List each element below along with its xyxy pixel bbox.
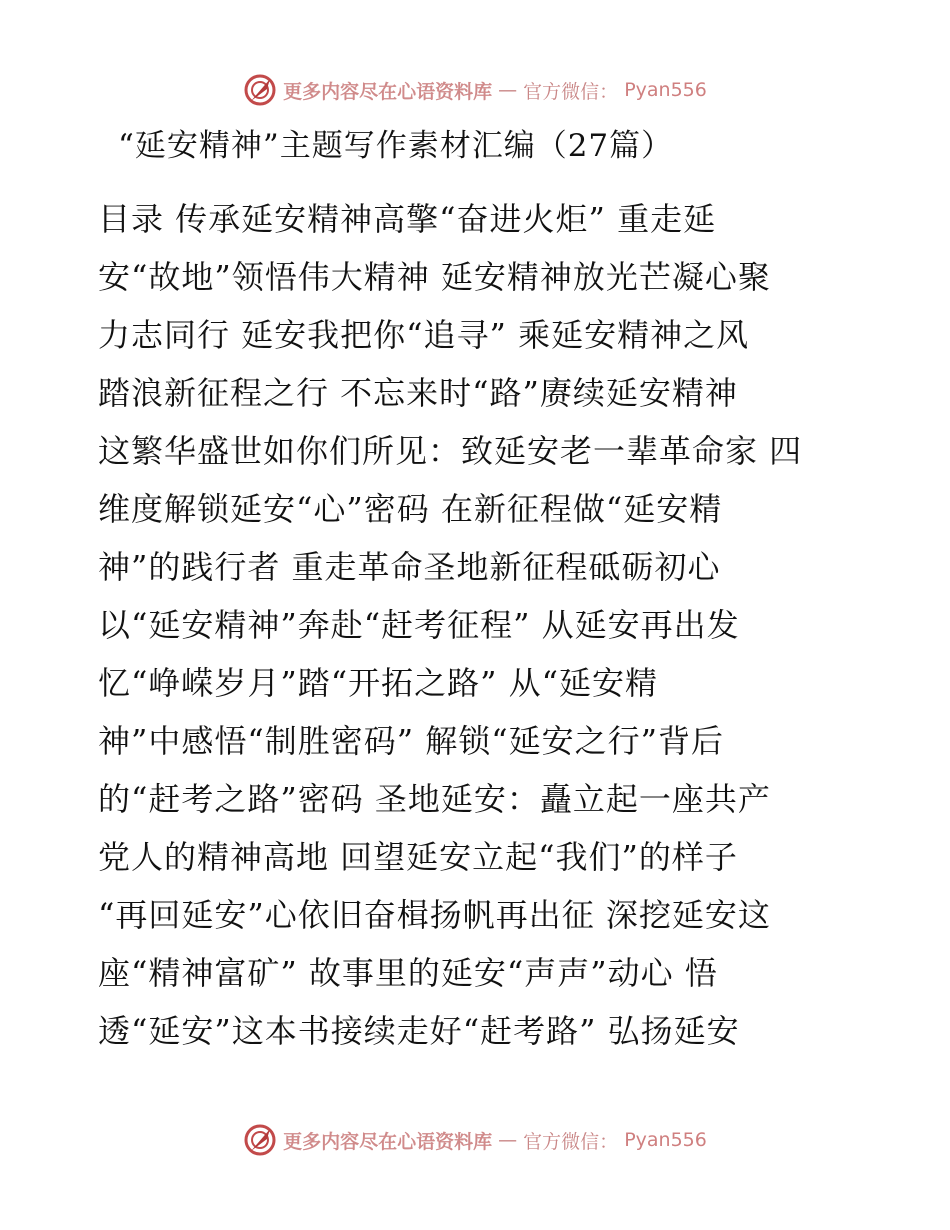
toc-line: 党人的精神高地 回望延安立起“我们”的样子 <box>98 838 738 876</box>
watermark-official-label: 官方微信： <box>523 80 619 103</box>
toc-line: 座“精神富矿” 故事里的延安“声声”动心 悟 <box>98 954 718 992</box>
quill-logo-icon <box>243 1123 277 1157</box>
toc-line: 力志同行 延安我把你“追寻” 乘延安精神之风 <box>98 316 750 354</box>
watermark-header <box>0 70 950 110</box>
toc-line: 目录 传承延安精神高擎“奋进火炬” 重走延 <box>98 200 717 238</box>
toc-line: “再回延安”心依旧奋楫扬帆再出征 深挖延安这 <box>98 896 771 934</box>
watermark-footer <box>0 1120 950 1160</box>
watermark-separator: — <box>498 1129 518 1151</box>
toc-line: 的“赶考之路”密码 圣地延安：矗立起一座共产 <box>98 780 771 818</box>
toc-line: 维度解锁延安“心”密码 在新征程做“延安精 <box>98 490 723 528</box>
table-of-contents <box>98 190 850 1060</box>
watermark-official-label: 官方微信： <box>523 1130 619 1153</box>
watermark-site-text: 更多内容尽在心语资料库 <box>283 1130 493 1153</box>
toc-line: 神”中感悟“制胜密码” 解锁“延安之行”背后 <box>98 722 724 760</box>
watermark-wechat-id: Pyan556 <box>624 79 707 101</box>
watermark-site-text: 更多内容尽在心语资料库 <box>283 80 493 103</box>
toc-line: 忆“峥嵘岁月”踏“开拓之路” 从“延安精 <box>98 664 658 702</box>
watermark-wechat-id: Pyan556 <box>624 1129 707 1151</box>
document-title: “延安精神”主题写作素材汇编（27篇） <box>118 128 674 164</box>
toc-line: 以“延安精神”奔赴“赶考征程” 从延安再出发 <box>98 606 740 644</box>
toc-line: 这繁华盛世如你们所见：致延安老一辈革命家 四 <box>98 432 803 470</box>
toc-line: 踏浪新征程之行 不忘来时“路”赓续延安精神 <box>98 374 738 412</box>
toc-line: 安“故地”领悟伟大精神 延安精神放光芒凝心聚 <box>98 258 771 296</box>
watermark-separator: — <box>498 79 518 101</box>
toc-line: 神”的践行者 重走革命圣地新征程砥砺初心 <box>98 548 721 586</box>
quill-logo-icon <box>243 73 277 107</box>
toc-line: 透“延安”这本书接续走好“赶考路” 弘扬延安 <box>98 1012 740 1050</box>
